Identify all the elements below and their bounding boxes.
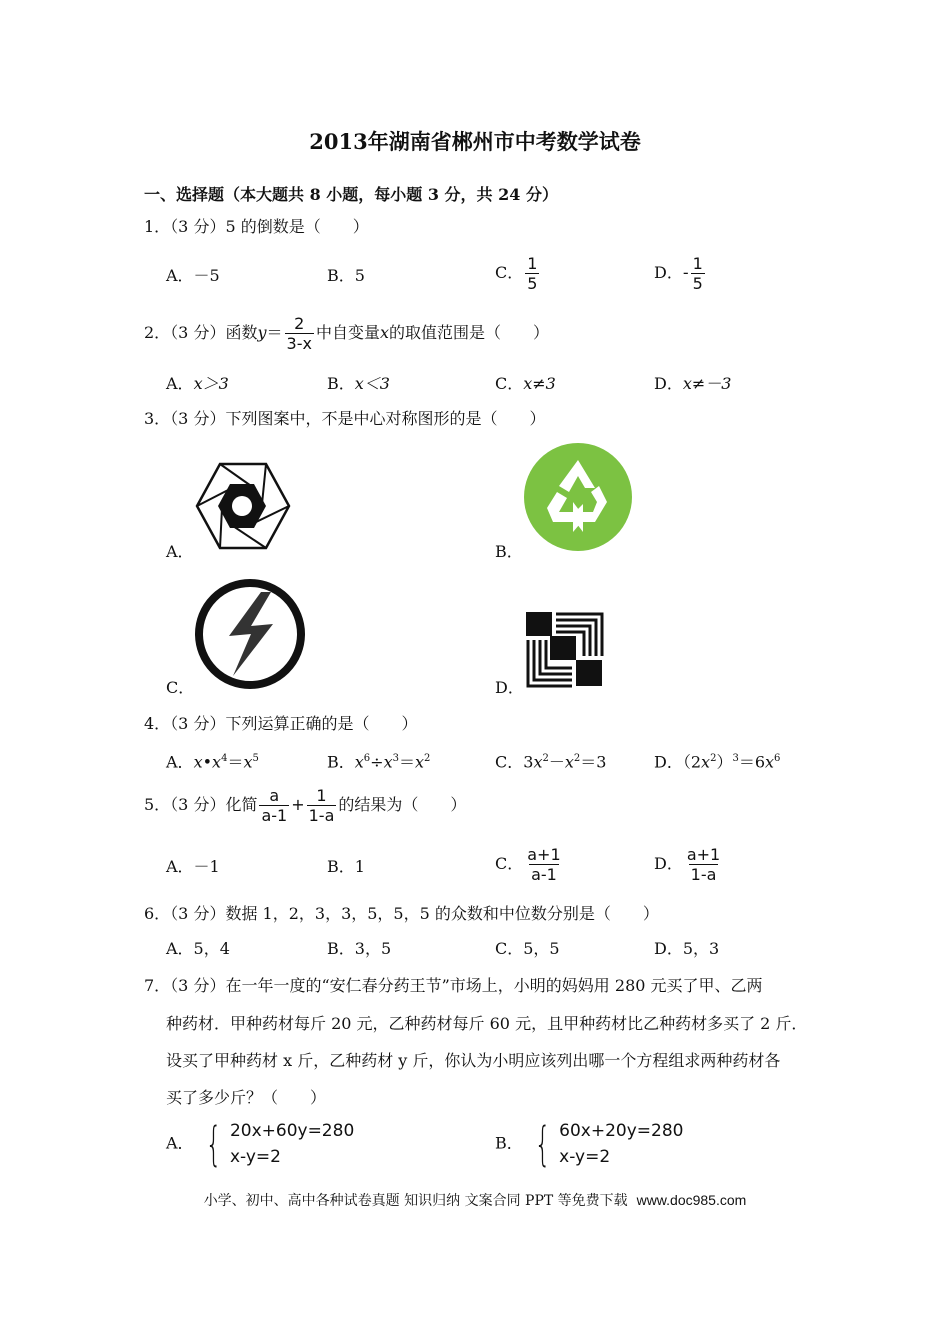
denominator: 5	[692, 274, 703, 293]
q7-option-a	[166, 1118, 354, 1170]
equation-2: x-y=2	[229, 1147, 281, 1167]
option-label: D．	[654, 374, 683, 393]
q5-suffix: 的结果为（ ）	[338, 795, 467, 814]
question-7-line-4: 买了多少斤？（ ）	[166, 1088, 327, 1107]
option-label: C．	[495, 752, 524, 772]
numerator: 2	[294, 314, 305, 333]
q3-option-a-label: A．	[166, 542, 194, 561]
denominator: 5	[527, 274, 538, 293]
equation-1: 20x+60y=280	[229, 1121, 355, 1141]
q2-suffix-2: 的取值范围是（ ）	[388, 323, 549, 342]
q2-suffix-1: 中自变量	[315, 323, 380, 342]
var-y: y	[257, 323, 267, 342]
equation-2: x-y=2	[559, 1147, 611, 1167]
option-label: D．	[654, 263, 683, 282]
fraction	[285, 314, 314, 353]
fraction	[685, 845, 722, 884]
question-6: 6．（3 分）数据 1，2，3，3，5，5，5 的众数和中位数分别是（ ）	[144, 904, 659, 923]
q2-option-b	[327, 373, 390, 395]
hexagon-aperture-figure	[192, 460, 292, 556]
option-expr: x＜3	[354, 374, 390, 393]
q6-option-b: B．3，5	[327, 939, 392, 958]
lightning-bolt-icon	[193, 578, 307, 690]
option-expr: x≠3	[523, 374, 556, 393]
equation-system	[199, 1118, 355, 1170]
option-label: A．	[166, 1133, 194, 1153]
fraction	[691, 254, 705, 293]
question-7-line-1: 7．（3 分）在一年一度的“安仁春分药王节”市场上，小明的妈妈用 280 元买了甲、乙两	[144, 976, 763, 995]
fraction	[525, 845, 562, 884]
option-label: D．	[654, 854, 683, 873]
denominator: 3-x	[286, 334, 312, 353]
left-brace: {	[205, 1117, 222, 1171]
q6-option-c: C．5，5	[495, 939, 560, 958]
numerator: 1	[316, 786, 327, 805]
q5-option-a: A．－1	[166, 857, 220, 876]
option-label: C．	[495, 263, 524, 282]
question-4: 4．（3 分）下列运算正确的是（ ）	[144, 714, 418, 733]
q5-option-b: B．1	[327, 857, 365, 876]
option-label: D．	[654, 752, 683, 772]
numerator: a	[269, 786, 280, 805]
var-x: x	[379, 323, 389, 342]
plus-sign: +	[291, 795, 305, 814]
question-7-line-2: 种药材．甲种药材每斤 20 元，乙种药材每斤 60 元，且甲种药材比乙种药材多买了 2 斤．	[166, 1014, 808, 1033]
q4-option-c: C．$3x^2-x^2=3$	[495, 752, 607, 772]
footer	[0, 1190, 950, 1210]
q1-option-c	[495, 254, 541, 293]
q3-option-b-label: B．	[495, 542, 523, 561]
q1-option-d	[654, 254, 707, 293]
option-label: B．	[495, 1133, 523, 1153]
page-title: 2013年湖南省郴州市中考数学试卷	[309, 129, 641, 154]
option-label: C．	[495, 854, 524, 873]
recycle-icon	[523, 442, 633, 552]
footer-url[interactable]: www.doc985.com	[636, 1192, 747, 1208]
q1-option-b: B．5	[327, 266, 365, 285]
fraction	[307, 786, 337, 825]
q5-option-c	[495, 845, 565, 884]
option-expr: x＞3	[193, 374, 229, 393]
equation-1: 60x+20y=280	[559, 1121, 684, 1141]
denominator: a-1	[261, 806, 288, 825]
q6-option-a: A．5，4	[166, 939, 230, 958]
q6-option-d: D．5，3	[654, 939, 720, 958]
q4-option-b: B．$x^6\div x^3=x^2$	[327, 752, 431, 772]
denominator: 1-a	[690, 865, 717, 884]
option-label: C．	[495, 374, 524, 393]
q4-option-d: D．$(2x^2)^3=6x^6$	[654, 752, 781, 772]
section-heading: 一、选择题（本大题共 8 小题，每小题 3 分，共 24 分）	[144, 185, 558, 204]
option-label: A．	[166, 752, 194, 772]
numerator: a+1	[527, 845, 561, 864]
q2-option-c	[495, 373, 556, 395]
q5-prefix: 5．（3 分）化简	[144, 795, 258, 814]
q2-prefix: 2．（3 分）函数	[144, 323, 258, 342]
q5-option-d	[654, 845, 724, 884]
equation-system	[528, 1118, 684, 1170]
numerator: 1	[527, 254, 538, 273]
minus-sign: -	[682, 263, 689, 282]
option-expr: x≠－3	[682, 374, 732, 393]
option-label: B．	[327, 752, 355, 772]
q3-option-d-label: D．	[495, 678, 524, 697]
q2-option-d	[654, 373, 731, 395]
denominator: a-1	[531, 865, 557, 884]
numerator: a+1	[686, 845, 721, 864]
fraction	[525, 254, 539, 293]
equals: ＝	[266, 323, 283, 342]
fraction	[259, 786, 289, 825]
question-7-line-3: 设买了甲种药材 x 斤，乙种药材 y 斤，你认为小明应该列出哪一个方程组求两种药材各	[166, 1051, 781, 1070]
stepped-squares-figure	[524, 610, 604, 688]
question-1: 1．（3 分）5 的倒数是（ ）	[144, 217, 369, 236]
question-3: 3．（3 分）下列图案中，不是中心对称图形的是（ ）	[144, 409, 546, 428]
question-2	[144, 314, 549, 353]
left-brace: {	[534, 1117, 551, 1171]
q3-option-c-label: C．	[166, 678, 195, 697]
footer-text: 小学、初中、高中各种试卷真题 知识归纳 文案合同 PPT 等免费下载	[203, 1193, 628, 1209]
question-5	[144, 786, 466, 825]
option-label: B．	[327, 374, 355, 393]
option-label: A．	[166, 374, 194, 393]
denominator: 1-a	[308, 806, 335, 825]
numerator: 1	[692, 254, 703, 273]
q2-option-a	[166, 373, 229, 395]
q7-option-b	[495, 1118, 683, 1170]
q4-option-a: A．$x•x^4=x^5$	[166, 752, 259, 772]
q1-option-a: A．－5	[166, 266, 220, 285]
